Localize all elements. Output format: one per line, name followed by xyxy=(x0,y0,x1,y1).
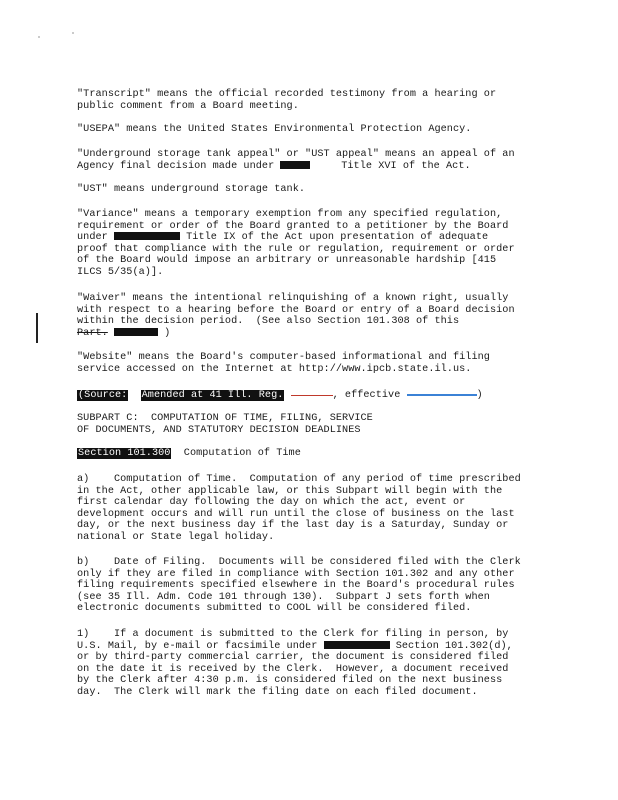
deleted-text: Part. xyxy=(77,327,108,339)
redaction-mark xyxy=(114,328,158,336)
redaction-mark xyxy=(280,161,310,169)
revision-bar xyxy=(36,313,38,343)
source-effective: , effective xyxy=(332,390,407,401)
subpart-heading: SUBPART C: COMPUTATION OF TIME, FILING, SERVICE OF DOCUMENTS, AND STATUTORY DECISION DEADLINES xyxy=(77,413,373,436)
definition-ust-appeal-text-end: Title XVI of the Act. xyxy=(310,160,471,172)
source-label: (Source: xyxy=(78,390,128,401)
definition-transcript: "Transcript" means the official recorded testimony from a hearing or public comment from a Board meeting. xyxy=(77,89,497,112)
definition-ust: "UST" means underground storage tank. xyxy=(77,184,306,195)
section-title: Computation of Time xyxy=(171,448,301,459)
definition-waiver-text: "Waiver" means the intentional relinquishing of a known right, usually with respect to a hearing before the Board or entry of a Board decision within the decision period. (See also Section 101.308 of this xyxy=(77,293,515,328)
definition-waiver xyxy=(77,293,547,339)
definition-variance xyxy=(77,209,547,279)
section-heading xyxy=(77,448,547,460)
scan-speck xyxy=(38,36,40,38)
definition-variance-text: "Variance" means a temporary exemption from any specified regulation, requirement or order of the Board granted to a petitioner by the Board under xyxy=(77,209,509,244)
paragraph-a-computation: a) Computation of Time. Computation of any period of time prescribed in the Act, other applicable law, or this Subpart will begin with the first calendar day following the day on which the act, event or development occurs and will run until the close of business on the last day, or the next business day if the last day is a Saturday, Sunday or national or State legal holiday. xyxy=(77,474,521,543)
definition-ust-appeal xyxy=(77,149,547,172)
source-note xyxy=(77,388,547,402)
source-close: ) xyxy=(476,390,483,401)
redaction-mark xyxy=(114,232,180,240)
paragraph-1-filing xyxy=(77,629,547,699)
definition-variance-text-end: Title IX of the Act upon presentation of adequate proof that compliance with the rule or regulation, requirement or order of the Board would impose an arbitrary or unreasonable hardship [415 ILCS 5/35(a)]. xyxy=(77,232,515,278)
paragraph-1-text-end: Section 101.302(d), or by third-party commercial carrier, the document is considered filed on the date it is received by the Clerk. However, a document received by the Clerk after 4:30 p.m. is considered filed on the next business day. The Clerk will mark the filing date on each filed document. xyxy=(77,640,513,698)
definition-website: "Website" means the Board's computer-based informational and filing service accessed on the Internet at http://www.ipcb.state.il.us. xyxy=(77,352,490,375)
source-amended-text: Amended at 41 Ill. Reg. xyxy=(141,390,284,401)
paragraph-b-date-of-filing: b) Date of Filing. Documents will be considered filed with the Clerk only if they are filed in compliance with Section 101.302 and any other filing requirements specified elsewhere in the Board's procedural rules (see 35 Ill. Adm. Code 101 through 130). Subpart J sets forth when electronic documents submitted to COOL will be considered filed. xyxy=(77,557,521,615)
redaction-mark xyxy=(324,641,390,649)
definition-waiver-text-end: ) xyxy=(158,327,171,339)
scan-speck xyxy=(72,32,74,34)
blank-register-number xyxy=(291,389,333,396)
definition-ust-appeal-text: "Underground storage tank appeal" or "UST appeal" means an appeal of an Agency final decision made under xyxy=(77,149,515,172)
paragraph-1-text: 1) If a document is submitted to the Clerk for filing in person, by U.S. Mail, by e-mail or facsimile under xyxy=(77,629,509,652)
blank-effective-date xyxy=(407,388,477,396)
definition-usepa: "USEPA" means the United States Environmental Protection Agency. xyxy=(77,124,472,135)
section-number: Section 101.300 xyxy=(78,448,171,459)
